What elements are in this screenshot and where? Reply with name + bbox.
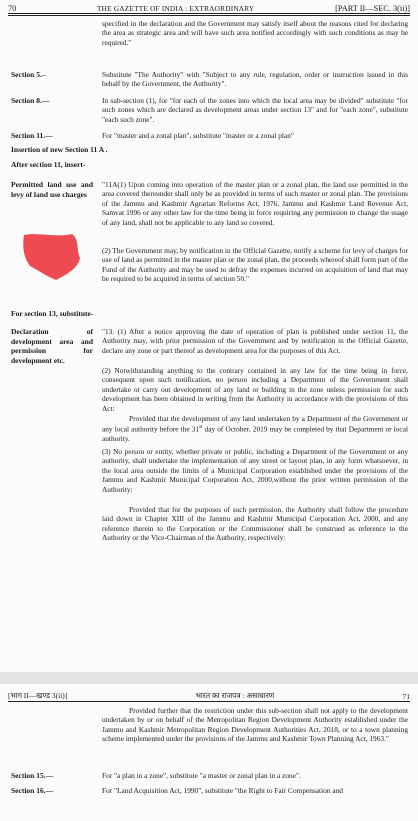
section-16-label: Section 16.— xyxy=(11,786,54,795)
section-11a-1: "11A(1) Upon coming into operation of the master plan or a zonal plan, the land use permitted in the area covered thereunder shall only be as provided in terms of such master or zonal plan. The provisions of the Jammu and Kashmir Agrarian Reforms Act, 1976, Jammu and Kashmir Land Revenue Act, Samvat 1996 or any other law for the time being in force requiring any permission to change the usage of any land, shall not be applicable to any land so covered. xyxy=(102,180,408,227)
gazette-title: भारत का राजपत्र : असाधारण xyxy=(195,691,275,700)
red-ink-mark xyxy=(18,228,84,284)
section-13-1: "13. (1) After a notice approving the date of operation of plan is published under section 11, the Authority may, with prior permission of the Government and by notification in the Official Gazette, declare any zone or part thereof as development area for the purposes of this Act. xyxy=(102,327,408,355)
margin-note-11a: Permitted land use and levy of land use charges xyxy=(11,180,93,199)
section-15-label: Section 15.— xyxy=(11,771,54,780)
for-section-13-heading: For section 13, substitute- xyxy=(11,309,94,318)
section-13-3: (3) No person or entity, whether private or public, including a Department of the Government or any authority, shall undertake the implementation of any street or layout plan, in any form whatsoever, in the local area outside the limits of a Municipal Corporation established under the provisions of the Jammu and Kashmir Municipal Corporation Act, 2000,without the prior written permission of the Authority: xyxy=(102,447,408,494)
section-16-text: For "Land Acquisition Act, 1990", substitute "the Right to Fair Compensation and xyxy=(102,786,343,795)
insertion-heading: Insertion of new Section 11 A . xyxy=(11,145,108,154)
section-13-2: (2) Notwithstanding anything to the contrary contained in any law for the time being in force, consequent upon such notification, no person including a Department of the Government shall undertake or carry out development of any land or building in the zone unless permission for such development has been obtained in writing from the Authority in accordance with the provisions of this Act: xyxy=(102,366,408,413)
section-8-label: Section 8.— xyxy=(11,96,50,105)
intro-paragraph: specified in the declaration and the Government may satisfy itself about the reasons cited for declaring the area as strategic area and will have such area notified accordingly with such conditions as may be required." xyxy=(102,19,408,47)
proviso-2: Provided that for the purposes of such permission, the Authority shall follow the procedure laid down in Chapter XIII of the Jammu and Kashmir Municipal Corporation Act, 2000, and any reference therein to the Corporation or the Commissioner shall be construed as reference to the Authority or the Vice-Chairman of the Authority, respectively: xyxy=(102,505,408,543)
section-5-label: Section 5.– xyxy=(11,70,46,79)
page-gap xyxy=(0,672,418,684)
header-rule xyxy=(8,15,410,16)
proviso-1-end: day of October, 2019 may be completed by that Department or local authority. xyxy=(102,424,408,444)
page-header xyxy=(8,687,410,702)
after-section-11-heading: After section 11, insert- xyxy=(11,160,86,169)
part-section: [PART II—SEC. 3(ii)] xyxy=(335,4,410,13)
section-11a-2: (2) The Government may, by notification in the Official Gazette, notify a scheme for levy of charges for use of land as permitted in the master plan or the zonal plan, the proceeds whereof shall form part of the Fund of the Authority and may be used to defray the expenses incurred on acquisition of land that may be required to be acquired in terms of section 50." xyxy=(102,246,408,284)
section-5-text: Substitute "The Authority" with "Subject to any rule, regulation, order or instruction issued in this behalf by the Government, the Authority". xyxy=(102,70,408,89)
page-number: 70 xyxy=(8,4,17,13)
page-header xyxy=(8,0,410,14)
proviso-1-start: Provided that the development of any land undertaken by a Department of the Government or any local authority before the 31 xyxy=(102,414,408,434)
section-8-text: In sub-section (1), for "for each of the zones into which the local area may be divided" substitute "for such zones which are declared as development areas under section 13" and for "each zone", substitute "each such zone". xyxy=(102,96,408,124)
margin-note-13: Declaration of development area and permission for development etc. xyxy=(11,327,93,366)
section-15-text: For "a plan in a zone", substitute "a master or zonal plan in a zone". xyxy=(102,771,301,780)
section-11-text: For "master and a zonal plan", substitute "master or a zonal plan" xyxy=(102,131,294,140)
proviso-3: Provided further that the restriction under this sub-section shall not apply to the development undertaken by or on behalf of the Metropolitan Region Development Authority established under the Jammu and Kashmir Metropolitan Region Development Authorities Act, 2018, or to a town planning scheme implemented under the provisions of the Jammu and Kashmir Town Planning Act, 1963." xyxy=(102,706,408,744)
gazette-page-71 xyxy=(0,684,418,821)
proviso-1 xyxy=(102,414,408,444)
section-11-label: Section 11.— xyxy=(11,131,53,140)
gazette-title: THE GAZETTE OF INDIA : EXTRAORDINARY xyxy=(97,4,255,13)
proviso-1-superscript: st xyxy=(199,425,203,431)
part-section: [भाग II—खण्ड 3(ii)] xyxy=(8,691,68,700)
page-number: 71 xyxy=(402,692,410,701)
